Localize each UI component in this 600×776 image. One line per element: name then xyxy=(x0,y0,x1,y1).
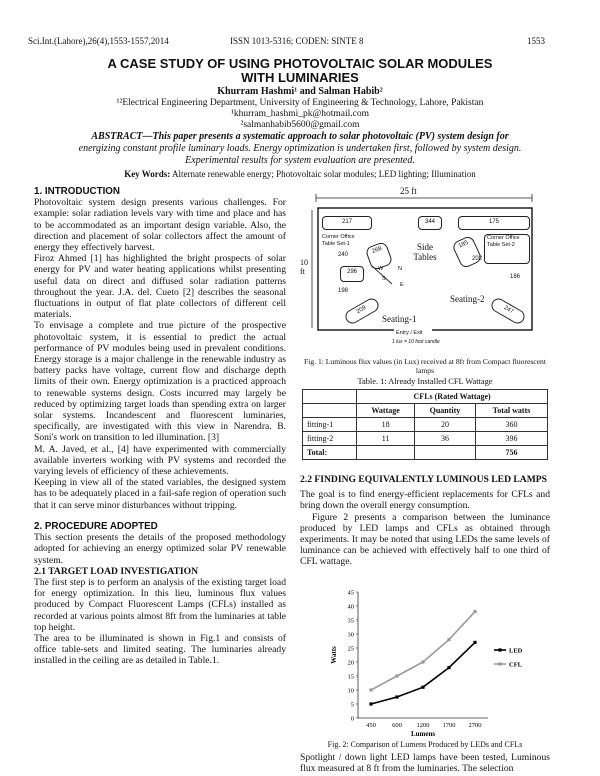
lux-value: 268 xyxy=(371,245,383,255)
compass-n: N xyxy=(398,266,402,272)
y-tick-label: 25 xyxy=(347,645,354,653)
y-tick-label: 0 xyxy=(350,715,354,723)
series-point-cfl xyxy=(369,688,372,691)
corner-table-set-1-label: Corner Office Table Set-1 xyxy=(322,234,355,247)
series-point-cfl xyxy=(421,660,424,663)
subsection-heading-target-load: 2.1 TARGET LOAD INVESTIGATION xyxy=(34,565,199,577)
chart-x-label: Lumens xyxy=(410,730,436,736)
right-column-text xyxy=(300,474,550,568)
series-point-led xyxy=(421,686,424,689)
series-point-led xyxy=(395,695,398,698)
paper-title-line-1: A CASE STUDY OF USING PHOTOVOLTAIC SOLAR MODULES xyxy=(107,56,493,71)
abstract-line-1: ABSTRACT—This paper presents a systematic approach to solar photovoltaic (PV) system design for xyxy=(91,131,509,142)
figure-2-caption: Fig. 2: Comparison of Lumens Produced by LEDs and CFLs xyxy=(327,740,523,749)
series-point-led xyxy=(447,666,450,669)
x-tick-label: 1200 xyxy=(416,722,430,729)
table-cell: 36 xyxy=(414,432,475,446)
legend-label-cfl: CFL xyxy=(509,661,522,669)
table-cell: 20 xyxy=(414,418,475,432)
table-cell xyxy=(414,446,475,460)
paragraph: M. A. Javed, et al., [4] have experimented with commercially available inverters working with PV systems and recorded the varying levels of efficiency of these achievements. xyxy=(34,443,286,478)
paragraph: The area to be illuminated is shown in Fig.1 and consists of office table-sets and limited seating. The luminaries already installed in the ceiling are as detailed in Table.1. xyxy=(34,632,286,667)
lux-value: 296 xyxy=(346,269,357,275)
abstract-line-2: energizing constant profile luminary loads. Energy optimization is undertaken first, followed by system design. xyxy=(78,143,522,154)
table-cell: 11 xyxy=(357,432,415,446)
paragraph: The first step is to perform an analysis of the existing target load for energy optimization. In this lieu, luminous flux values produced by Compact Fluorescent Lamps (CFLs) installed as recorded at various points almost 8ft from the luminaries at table top height. xyxy=(34,576,286,633)
unit-note: 1 lux = 10 foot candle xyxy=(392,339,440,345)
lux-value: 344 xyxy=(424,219,435,225)
legend-label-led: LED xyxy=(509,647,523,655)
series-point-led xyxy=(369,702,372,705)
keywords-label: Key Words: xyxy=(124,169,171,179)
paragraph: To envisage a complete and true picture of the prospective photovoltaic system, it is essential to predict the actual performance of PV modules being used in prevalent conditions. Energy storage is a major challenge in the renewable industry as battery packs have voltage, current flow and discharge depth limits of their own. Energy optimization is a practiced approach to renewable systems design. Costs incurred may largely be reduced by optimizing target loads than spending extra on larger solar systems. Incandescent and fluorescent luminaries, specifically, are investigated with this view in Narendra. B. Soni's work on transition to led illumination. [3] xyxy=(34,320,286,444)
chart-y-label: Watts xyxy=(330,646,338,664)
table-1 xyxy=(302,389,548,460)
series-point-cfl xyxy=(473,610,476,613)
lux-value: 186 xyxy=(510,274,521,280)
y-tick-label: 10 xyxy=(347,687,354,695)
table-box-4 xyxy=(340,266,364,282)
affiliation: ¹²Electrical Engineering Department, University of Engineering & Technology, Lahore, Pakistan xyxy=(116,98,484,108)
seating-1-label: Seating-1 xyxy=(382,314,417,324)
figure-2-chart xyxy=(300,586,550,736)
table-box-3 xyxy=(458,216,530,230)
compass-e: E xyxy=(400,282,404,288)
table-cell: 396 xyxy=(476,432,548,446)
y-tick-label: 5 xyxy=(350,701,354,709)
column-header xyxy=(303,404,357,418)
y-tick-label: 30 xyxy=(347,631,354,639)
y-tick-label: 35 xyxy=(347,617,354,625)
table-total-row xyxy=(303,446,548,460)
lux-value: 198 xyxy=(338,288,349,294)
table-group-header: CFLs (Rated Wattage) xyxy=(357,390,548,404)
y-tick-label: 20 xyxy=(347,659,354,667)
chart-x-ticks xyxy=(366,722,481,729)
series-point-cfl xyxy=(395,674,398,677)
x-tick-label: 2700 xyxy=(468,722,482,729)
paragraph: This section presents the details of the proposed methodology adopted for achieving an energy optimized solar PV renewable system. xyxy=(34,532,286,566)
abstract xyxy=(70,131,530,167)
table-1-caption: Table. 1: Already Installed CFL Wattage xyxy=(357,377,493,386)
seating-2-label: Seating-2 xyxy=(450,294,485,304)
y-tick-label: 45 xyxy=(347,589,354,597)
lux-value: 217 xyxy=(341,219,352,225)
corner-table-set-2-label: Corner Office Table Set-2 xyxy=(487,235,520,248)
table-box-1 xyxy=(322,216,372,230)
section-heading-procedure: 2. PROCEDURE ADOPTED xyxy=(34,520,158,532)
paragraph: Figure 2 presents a comparison between the luminance produced by LED lamps and CFLs as obtained through experiments. It may be noted that using LEDs the same levels of luminance can be achieved with effectively half to one third of CFL wattage. xyxy=(300,511,550,568)
paragraph: Keeping in view all of the stated variables, the designed system has to be adequately placed in a fail-safe region of operation such that it can serve minor disturbances without tripping. xyxy=(34,477,286,511)
height-label: 10 ft xyxy=(300,258,308,276)
table-cell: fitting-1 xyxy=(303,418,357,432)
chart-axes xyxy=(358,592,488,718)
x-tick-label: 450 xyxy=(366,722,376,729)
lux-value: 247 xyxy=(502,305,515,316)
total-label: Total: xyxy=(303,446,357,460)
corner-table-set-2-box xyxy=(484,234,530,264)
journal-citation: Sci.Int.(Lahore),26(4),1553-1557,2014 xyxy=(28,36,169,46)
page-number: 1553 xyxy=(527,36,545,46)
compass-w: W xyxy=(378,266,384,272)
compass-s: S xyxy=(382,276,386,282)
lux-value: 185 xyxy=(457,239,470,250)
subsection-heading-led: 2.2 FINDING EQUIVALENTLY LUMINOUS LED LAMPS xyxy=(300,474,547,485)
series-line-led xyxy=(371,642,475,704)
paragraph: Spotlight / down light LED lamps have been tested, Luminous flux measured at 8 ft from the luminaries. The selection xyxy=(300,752,550,775)
x-tick-label: 600 xyxy=(392,722,402,729)
chart-legend xyxy=(494,648,523,669)
chart-y-ticks xyxy=(348,590,359,723)
figure-1-caption: Fig. 1: Luminous flux values (in Lux) received at 8ft from Compact fluorescent lamps xyxy=(304,357,546,375)
figure-1-floor-plan xyxy=(300,186,550,358)
email-2: ²salmanhabib5600@gmail.com xyxy=(240,120,360,130)
paragraph: Firoz Ahmed [1] has highlighted the bright prospects of solar energy for PV and water heating applications whilst presenting useful data on direct and diffused solar radiation patterns throughout the year. J.A. del. Cueto [2] describes the seasonal fluctuations in output of flat plate collectors of different cell materials. xyxy=(34,253,286,321)
y-tick-label: 15 xyxy=(347,673,354,681)
y-tick-label: 40 xyxy=(347,603,354,611)
table-cell xyxy=(357,446,415,460)
x-tick-label: 1700 xyxy=(442,722,456,729)
table-row xyxy=(303,432,548,446)
paper-title-line-2: WITH LUMINARIES xyxy=(241,70,359,85)
authors: Khurram Hashmi¹ and Salman Habib² xyxy=(217,86,383,97)
floor-plan-lines xyxy=(300,186,550,358)
table-corner-cell xyxy=(303,390,357,404)
paragraph: Photovoltaic system design presents various challenges. For example: solar radiation levels vary with time and place and has to be accommodated as an important design variable. Also, the direction and placement of solar collectors affect the amount of energy they effectively harvest. xyxy=(34,197,286,254)
section-heading-introduction: 1. INTRODUCTION xyxy=(34,186,120,197)
paragraph: The goal is to find energy-efficient replacements for CFLs and bring down the overall energy consumption. xyxy=(300,489,550,512)
total-value: 756 xyxy=(476,446,548,460)
legend-marker-cfl xyxy=(498,662,501,665)
table-box-2 xyxy=(418,216,442,230)
chart-series xyxy=(369,610,476,706)
series-line-cfl xyxy=(371,612,475,690)
lux-value: 175 xyxy=(488,219,499,225)
right-column-tail xyxy=(300,752,550,774)
table-row xyxy=(303,418,548,432)
lux-value: 202 xyxy=(472,256,483,262)
column-header: Total watts xyxy=(476,404,548,418)
series-point-cfl xyxy=(447,638,450,641)
left-column xyxy=(34,186,286,667)
side-tables-label: Side Tables xyxy=(413,242,437,262)
series-point-led xyxy=(473,641,476,644)
keywords-text: Alternate renewable energy; Photovoltaic solar modules; LED lighting; Illumination xyxy=(170,169,476,179)
legend-marker-led xyxy=(498,648,501,651)
column-header: Quantity xyxy=(414,404,475,418)
issn-line: ISSN 1013-5316; CODEN: SINTE 8 xyxy=(230,36,364,46)
table-cell: fitting-2 xyxy=(303,432,357,446)
lux-value: 240 xyxy=(338,252,349,258)
table-cell: 18 xyxy=(357,418,415,432)
lux-value: 209 xyxy=(355,305,368,316)
table-cell: 360 xyxy=(476,418,548,432)
compass xyxy=(378,266,406,292)
email-1: ¹khurram_hashmi_pk@hotmail.com xyxy=(231,109,369,119)
column-header: Wattage xyxy=(357,404,415,418)
keywords xyxy=(0,169,600,180)
abstract-line-3: Experimental results for system evaluation are presented. xyxy=(185,155,415,166)
entry-exit-label: Entry / Exit xyxy=(396,330,423,336)
width-label: 25 ft xyxy=(400,186,417,196)
